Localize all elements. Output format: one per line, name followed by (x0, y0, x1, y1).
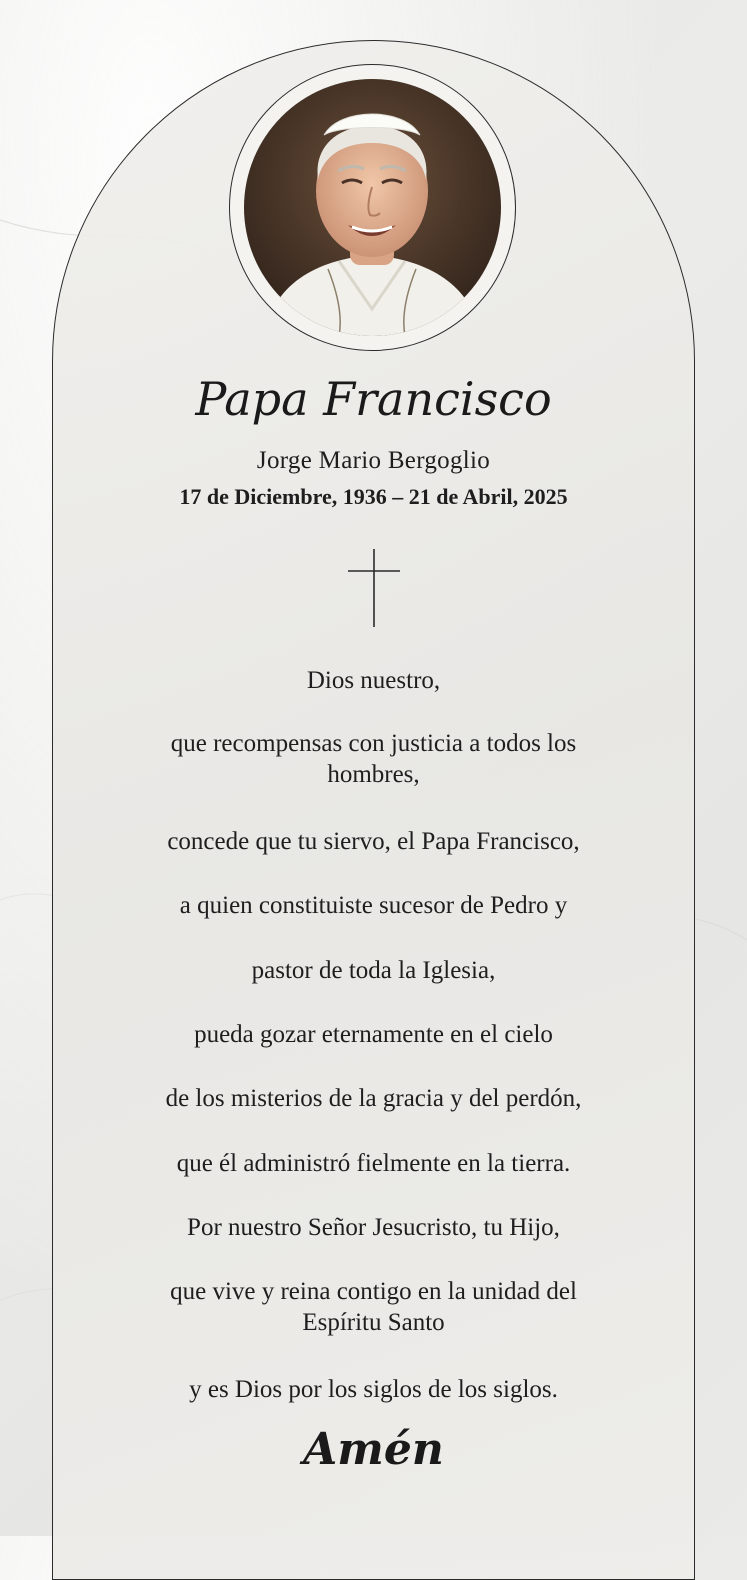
deceased-title: Papa Francisco (195, 372, 552, 426)
prayer-line: pueda gozar eternamente en el cielo (194, 1021, 553, 1048)
cross-icon (346, 549, 402, 627)
prayer-line: y es Dios por los siglos de los siglos. (189, 1376, 558, 1403)
prayer-line: que recompensas con justicia a todos los hombres, (170, 730, 577, 788)
full-name: Jorge Mario Bergoglio (256, 447, 491, 474)
prayer-line: pastor de toda la Iglesia, (251, 957, 496, 984)
life-dates: 17 de Diciembre, 1936 – 21 de Abril, 2025 (179, 484, 568, 509)
portrait-photo (244, 79, 501, 336)
prayer-line: que él administró fielmente en la tierra. (176, 1150, 571, 1177)
prayer-line: de los misterios de la gracia y del perdón, (165, 1085, 582, 1112)
prayer-line: a quien constituiste sucesor de Pedro y (179, 892, 568, 919)
prayer-line: que vive y reina contigo en la unidad del Espíritu Santo (170, 1278, 577, 1336)
closing-amen: Amén (303, 1424, 444, 1475)
prayer-line: Por nuestro Señor Jesucristo, tu Hijo, (187, 1214, 560, 1241)
prayer-line: concede que tu siervo, el Papa Francisco, (167, 828, 580, 855)
prayer-line: Dios nuestro, (306, 667, 441, 694)
